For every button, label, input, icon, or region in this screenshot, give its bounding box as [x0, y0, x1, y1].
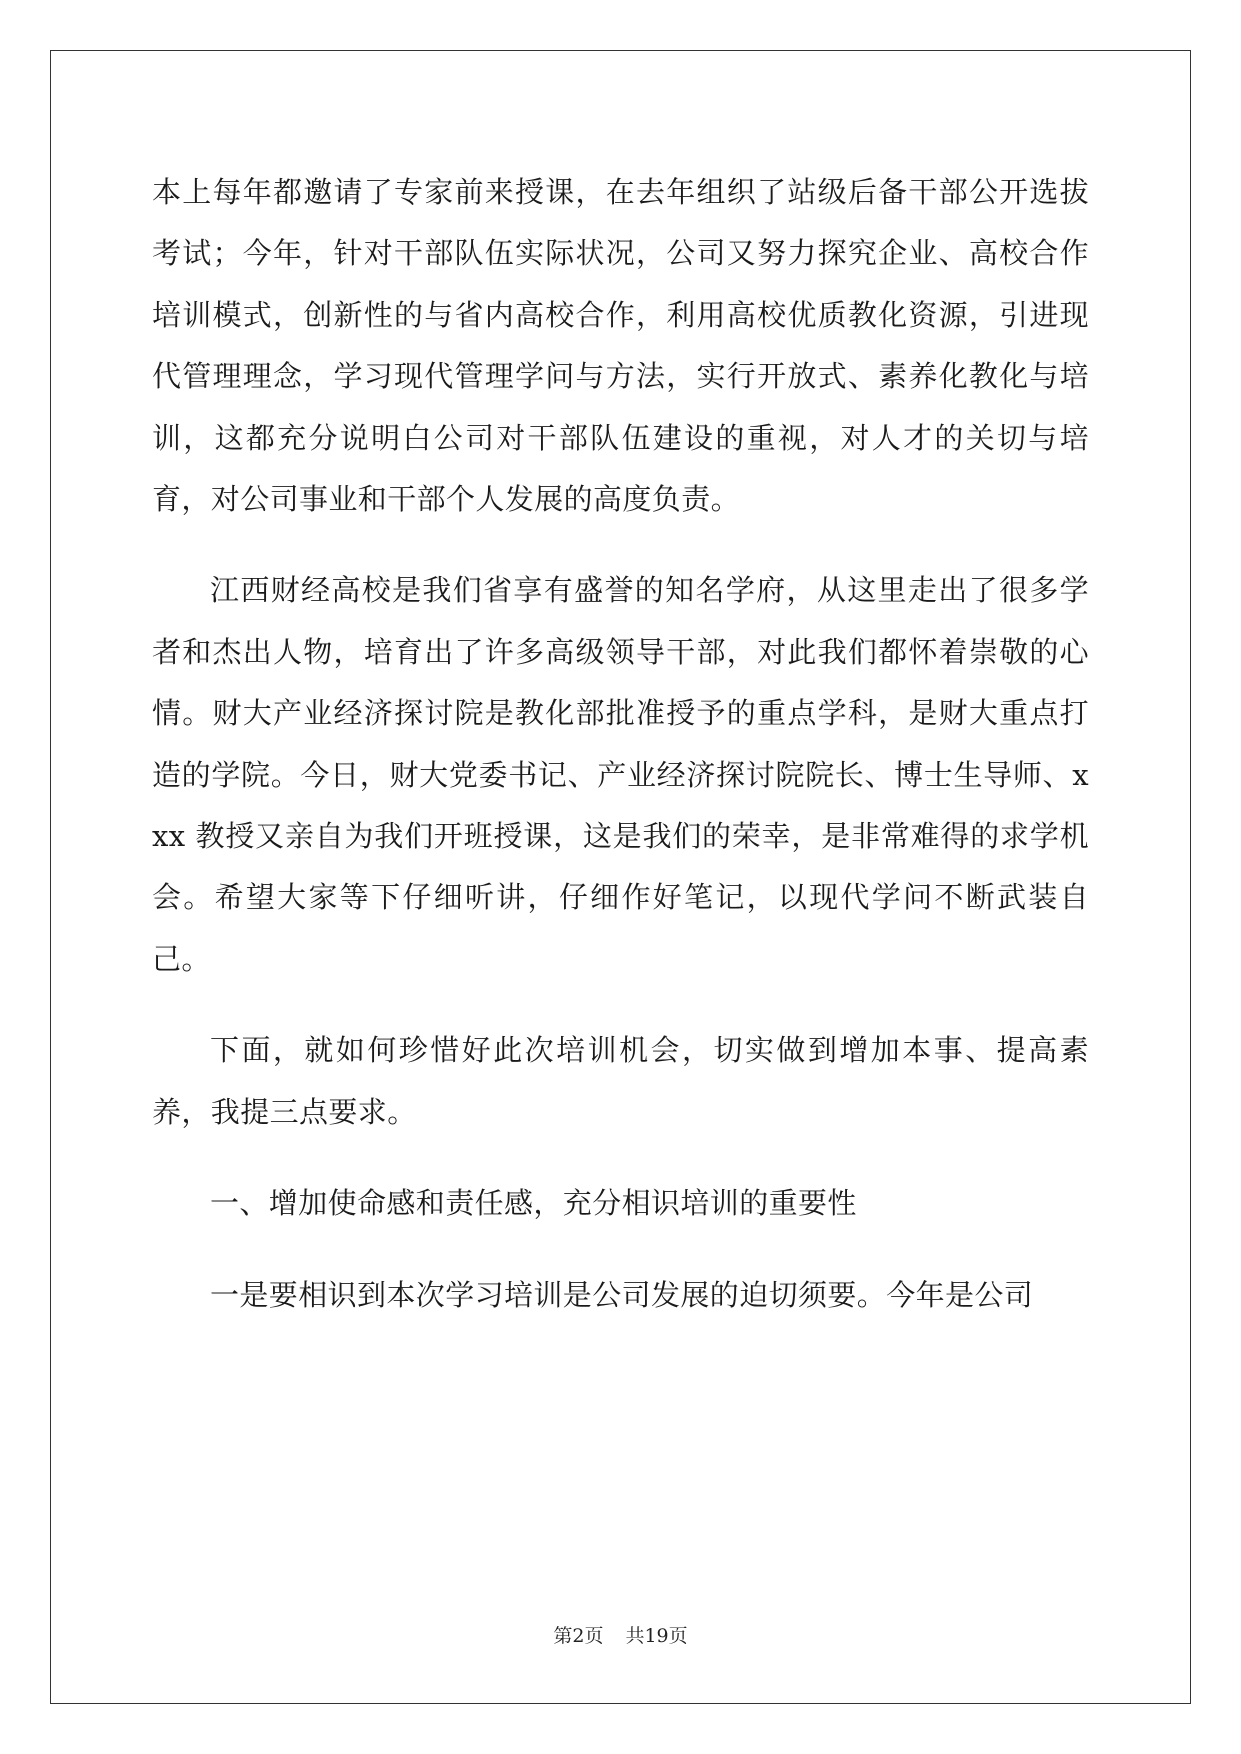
page-footer: [0, 1624, 1241, 1648]
page-total: 共19页: [625, 1625, 688, 1647]
paragraph-3: 下面，就如何珍惜好此次培训机会，切实做到增加本事、提高素养，我提三点要求。: [152, 1033, 1089, 1129]
page-number: 第2页: [553, 1625, 604, 1647]
paragraph-2: 江西财经高校是我们省享有盛誉的知名学府，从这里走出了很多学者和杰出人物，培育出了许多高级领导干部，对此我们都怀着崇敬的心情。财大产业经济探讨院是教化部批准授予的重点学科，是财大重点打造的学院。今日，财大党委书记、产业经济探讨院院长、博士生导师、xxx 教授又亲自为我们开班授课，这是我们的荣幸，是非常难得的求学机会。希望大家等下仔细听讲，仔细作好笔记，以现代学问不断武装自己。: [152, 573, 1089, 976]
paragraph-1: 本上每年都邀请了专家前来授课，在去年组织了站级后备干部公开选拔考试；今年，针对干部队伍实际状况，公司又努力探究企业、高校合作培训模式，创新性的与省内高校合作，利用高校优质教化资源，引进现代管理理念，学习现代管理学问与方法，实行开放式、素养化教化与培训，这都充分说明白公司对干部队伍建设的重视，对人才的关切与培育，对公司事业和干部个人发展的高度负责。: [152, 175, 1089, 517]
paragraph-4: 一是要相识到本次学习培训是公司发展的迫切须要。今年是公司: [210, 1277, 1034, 1312]
section-heading: 一、增加使命感和责任感，充分相识培训的重要性: [210, 1186, 857, 1221]
document-body: [152, 162, 1089, 1326]
